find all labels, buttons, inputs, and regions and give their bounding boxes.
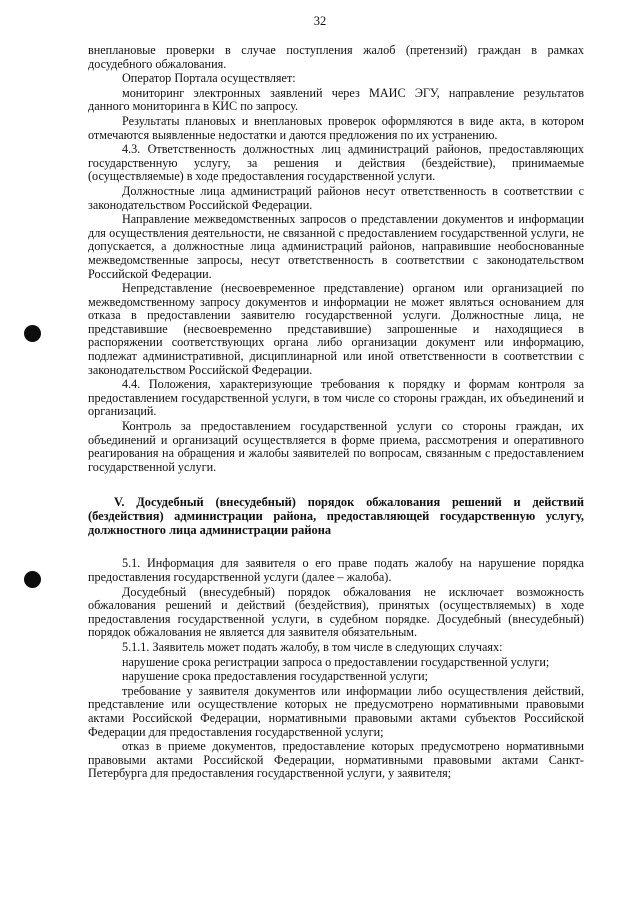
section-heading: V. Досудебный (внесудебный) порядок обжалования решений и действий (бездействия) администрации района, предоставляющей государственную услугу, должностного лица администрации района [88,495,584,538]
paragraphs-after-section [88,557,584,781]
punch-hole-lower [24,571,41,588]
paragraph: требование у заявителя документов или информации либо осуществления действий, представление или осуществление которых не предусмотрено нормативными правовыми актами Российской Федерации, нормативными правовыми актами субъектов Российской Федерации для предоставления государственной услуги; [88,683,584,739]
paragraph: Должностные лица администраций районов несут ответственность в соответствии с законодательством Российской Федерации. [88,183,584,212]
paragraph: 5.1. Информация для заявителя о его праве подать жалобу на нарушение порядка предоставления государственной услуги (далее – жалоба). [88,556,584,584]
paragraph: отказ в приеме документов, предоставление которых предусмотрено нормативными правовыми актами Российской Федерации, нормативными правовыми актами Санкт-Петербурга для предоставления государственной услуги, у заявителя; [88,739,584,781]
paragraph: 4.4. Положения, характеризующие требования к порядку и формам контроля за предоставлением государственной услуги, в том числе со стороны граждан, их объединений и организаций. [88,377,584,419]
paragraph: нарушение срока предоставления государственной услуги; [122,669,429,684]
paragraph: 5.1.1. Заявитель может подать жалобу, в том числе в следующих случаях: [122,639,503,654]
paragraph: Досудебный (внесудебный) порядок обжалования не исключает возможность обжалования решений и действий (бездействия), принятых (осуществляемых) в ходе предоставления государственной услуги, в судебном порядке. Досудебный (внесудебный) порядок обжалования не является для заявителя обязательным. [88,584,584,640]
document-body [88,44,584,781]
paragraph: Контроль за предоставлением государственной услуги со стороны граждан, их объединений и организаций осуществляется в форме приема, рассмотрения и оперативного реагирования на обращения и жалобы заявителей по вопросам, связанным с предоставлением государственной услуги. [88,419,584,474]
paragraph: нарушение срока регистрации запроса о предоставлении государственной услуги; [122,654,550,669]
paragraph: Результаты плановых и внеплановых проверок оформляются в виде акта, в котором отмечаются выявленные недостатки и даются предложения по их устранению. [88,113,584,142]
paragraph: Непредставление (несвоевременное представление) органом или организацией по межведомственному запросу документов и информации не может являться основанием для отказа в предоставлении заявителю государственной услуги. Должностные лица, не представившие (несвоевременно представившие) запрошенные и находящиеся в распоряжении соответствующих органа либо организации документ или информацию, подлежат административной, дисциплинарной или иной ответственности в соответствии с законодательством Российской Федерации. [88,281,584,377]
paragraph: внеплановые проверки в случае поступления жалоб (претензий) граждан в рамках досудебного обжалования. [88,43,584,71]
paragraphs-before-section [88,44,584,474]
paragraph: Направление межведомственных запросов о представлении документов и информации для осуществления деятельности, не связанной с предоставлением государственной услуги, не допускается, а должностные лица администраций районов, направившие необоснованные межведомственные запросы, несут ответственность в соответствии с законодательством Российской Федерации. [88,212,584,281]
punch-hole-upper [24,325,41,342]
paragraph: Оператор Портала осуществляет: [122,71,296,86]
paragraph: мониторинг электронных заявлений через МАИС ЭГУ, направление результатов данного мониторинга в КИС по запросу. [88,85,584,114]
paragraph: 4.3. Ответственность должностных лиц администраций районов, предоставляющих государственную услугу, за решения и действия (бездействие), принимаемые (осуществляемые) в ходе предоставления государственной услуги. [88,142,584,184]
page-number: 32 [313,14,327,28]
